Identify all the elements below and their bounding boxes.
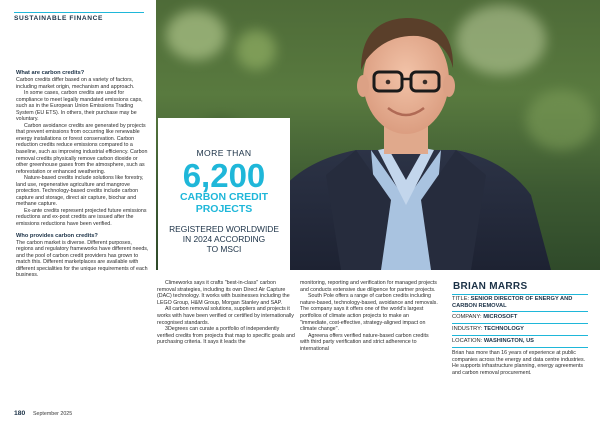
paragraph: The carbon market is diverse. Different purposes, regions and regulatory frameworks have different needs, and the pool of carbon credit providers has grown to match this. Different marketplaces are available with different specialities for the unique requirements of each business. bbox=[16, 239, 149, 279]
stat-posttext bbox=[158, 224, 290, 254]
profile-rule bbox=[452, 323, 588, 324]
left-article-column bbox=[16, 70, 150, 279]
heading-who-provides-carbon-credits: Who provides carbon credits? bbox=[16, 232, 98, 239]
paragraph: Carbon avoidance credits are generated by projects that prevent emissions from occurring like renewable energy installations or forest conservation. Carbon reduction credits reduce emissions compared to a baseline, such as improving industrial efficiency. Carbon removal credits physically remove carbon dioxide or other greenhouse gases from the atmosphere, such as reforestation or enhanced weathering. bbox=[16, 122, 148, 175]
stat-posttext-line: IN 2024 ACCORDING bbox=[182, 234, 266, 244]
paragraph: In some cases, carbon credits are used for compliance to meet legally mandated emissions caps, such as in the European Union Emissions Trading System (EU ETS). In others, their purchase may be voluntary. bbox=[16, 90, 143, 123]
paragraph: Nature-based credits include solutions like forestry, land use, regenerative agriculture and mangrove protection. Technology-based credits include carbon capture and storage, direct air capture, biochar and methane capture. bbox=[16, 175, 144, 208]
profile-company bbox=[452, 314, 588, 321]
stat-posttext-line: REGISTERED WORLDWIDE bbox=[169, 224, 279, 234]
profile-location-label: LOCATION: bbox=[452, 338, 483, 344]
paragraph: monitoring, reporting and verification for managed projects and conducts extensive due diligence for partner projects. bbox=[300, 280, 437, 293]
paragraph: Ex-ante credits represent projected future emissions reductions and ex-post credits are issued after the emissions reductions have been verified. bbox=[16, 207, 147, 228]
stat-pretext: MORE THAN bbox=[196, 148, 252, 158]
profile-company-value: MICROSOFT bbox=[483, 314, 518, 320]
profile-company-label: COMPANY: bbox=[452, 314, 482, 320]
profile-card bbox=[450, 270, 600, 424]
stat-posttext-line: TO MSCI bbox=[206, 244, 242, 254]
paragraph: All carbon removal solutions, suppliers and projects it works with have been verified or certified by internationally recognised standards. bbox=[157, 306, 294, 326]
profile-name: BRIAN MARRS bbox=[453, 281, 528, 292]
heading-what-are-carbon-credits: What are carbon credits? bbox=[16, 70, 85, 76]
stat-label-line: CARBON CREDIT bbox=[179, 191, 269, 203]
stat-callout bbox=[158, 118, 290, 286]
article-column-3 bbox=[300, 280, 438, 353]
issue-date: September 2025 bbox=[33, 411, 73, 417]
profile-rule bbox=[452, 294, 588, 295]
profile-title-label: TITLE: bbox=[452, 296, 470, 302]
stat-number: 6,200 bbox=[182, 157, 266, 194]
stat-label-line: PROJECTS bbox=[195, 203, 253, 215]
profile-bio: Brian has more than 16 years of experience at public companies across the energy and data centre industries. He supports infrastructure planning, energy agreements and carbon removal procurement. bbox=[452, 350, 586, 376]
paragraph: Carbon credits differ based on a variety of factors, including market origin, mechanism and approach. bbox=[16, 77, 135, 90]
profile-title-value: SENIOR DIRECTOR OF ENERGY AND CARBON REMOVAL bbox=[452, 296, 573, 309]
paragraph: Agreena offers verified nature-based carbon credits with third party verification and strict adherence to international bbox=[300, 332, 429, 352]
profile-industry bbox=[452, 326, 588, 333]
profile-industry-value: TECHNOLOGY bbox=[483, 326, 524, 332]
article-column-2 bbox=[157, 280, 295, 346]
profile-location bbox=[452, 338, 588, 345]
paragraph: Climeworks says it crafts "best-in-class" carbon removal strategies, including its own Direct Air Capture (DAC) technology. It works with businesses including the LEGO Group, H&M Group, Morgan Stanley and SAP. bbox=[157, 280, 290, 306]
profile-rule bbox=[452, 311, 588, 312]
profile-location-value: WASHINGTON, US bbox=[483, 338, 534, 344]
profile-rule bbox=[452, 347, 588, 348]
section-rule bbox=[14, 12, 144, 13]
page-number: 180 bbox=[14, 410, 26, 417]
profile-industry-label: INDUSTRY: bbox=[452, 326, 483, 332]
section-title: SUSTAINABLE FINANCE bbox=[14, 15, 103, 22]
paragraph: 3Degrees can curate a portfolio of independently verified credits from projects that map to specific goals and purchasing criteria. It says it leads the bbox=[157, 326, 295, 346]
paragraph: South Pole offers a range of carbon credits including nature-based, technology-based, avoidance and removals. The company says it offers one of the world's largest portfolios of climate action projects to make an "immediate, cost-effective, strategy-aligned impact on climate change". bbox=[300, 293, 438, 333]
profile-rule bbox=[452, 335, 588, 336]
profile-title bbox=[452, 296, 588, 309]
